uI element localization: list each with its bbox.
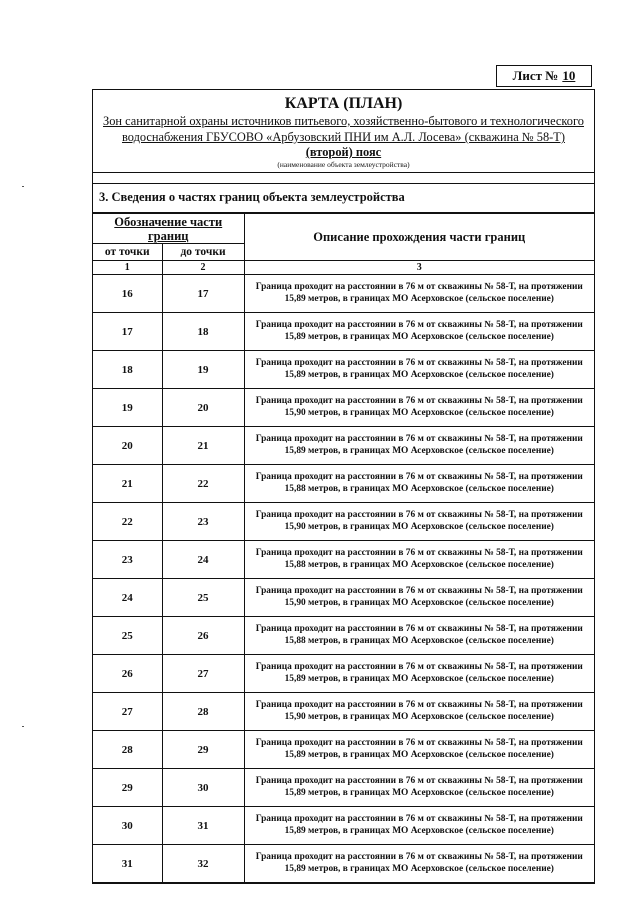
to-point-cell: 26 — [162, 617, 244, 655]
description-cell: Граница проходит на расстоянии в 76 м от скважины № 58-Т, на протяжении 15,90 метров, в границах МО Асерховское (сельское поселение) — [244, 503, 594, 541]
from-point-cell: 29 — [93, 769, 162, 807]
from-point-cell: 31 — [93, 845, 162, 883]
document-header — [93, 90, 594, 173]
from-point-cell: 22 — [93, 503, 162, 541]
from-point-cell: 23 — [93, 541, 162, 579]
table-row — [93, 541, 594, 579]
to-point-cell: 24 — [162, 541, 244, 579]
description-cell: Граница проходит на расстоянии в 76 м от скважины № 58-Т, на протяжении 15,90 метров, в границах МО Асерховское (сельское поселение) — [244, 579, 594, 617]
table-row — [93, 769, 594, 807]
table-row — [93, 389, 594, 427]
description-cell: Граница проходит на расстоянии в 76 м от скважины № 58-Т, на протяжении 15,89 метров, в границах МО Асерховское (сельское поселение) — [244, 731, 594, 769]
to-point-cell: 27 — [162, 655, 244, 693]
description-cell: Граница проходит на расстоянии в 76 м от скважины № 58-Т, на протяжении 15,90 метров, в границах МО Асерховское (сельское поселение) — [244, 693, 594, 731]
table-row — [93, 313, 594, 351]
from-point-cell: 16 — [93, 275, 162, 313]
description-cell: Граница проходит на расстоянии в 76 м от скважины № 58-Т, на протяжении 15,89 метров, в границах МО Асерховское (сельское поселение) — [244, 351, 594, 389]
table-row — [93, 617, 594, 655]
document-subtitle-line-2: водоснабжения ГБУСОВО «Арбузовский ПНИ им А.Л. Лосева» (скважина № 58-Т) — [122, 130, 565, 144]
to-point-cell: 29 — [162, 731, 244, 769]
table-row — [93, 275, 594, 313]
description-cell: Граница проходит на расстоянии в 76 м от скважины № 58-Т, на протяжении 15,89 метров, в границах МО Асерховское (сельское поселение) — [244, 845, 594, 883]
description-cell: Граница проходит на расстоянии в 76 м от скважины № 58-Т, на протяжении 15,89 метров, в границах МО Асерховское (сельское поселение) — [244, 807, 594, 845]
from-point-cell: 21 — [93, 465, 162, 503]
to-point-cell: 30 — [162, 769, 244, 807]
zone-label: (второй) пояс — [305, 145, 382, 159]
description-header: Описание прохождения части границ — [244, 214, 594, 261]
from-point-cell: 17 — [93, 313, 162, 351]
boundary-table — [93, 213, 594, 883]
description-cell: Граница проходит на расстоянии в 76 м от скважины № 58-Т, на протяжении 15,89 метров, в границах МО Асерховское (сельское поселение) — [244, 655, 594, 693]
from-point-cell: 19 — [93, 389, 162, 427]
table-row — [93, 807, 594, 845]
description-cell: Граница проходит на расстоянии в 76 м от скважины № 58-Т, на протяжении 15,89 метров, в границах МО Асерховское (сельское поселение) — [244, 427, 594, 465]
to-point-header: до точки — [162, 244, 244, 261]
boundary-designation-header: Обозначение части границ — [93, 214, 244, 244]
table-row — [93, 579, 594, 617]
description-cell: Граница проходит на расстоянии в 76 м от скважины № 58-Т, на протяжении 15,89 метров, в границах МО Асерховское (сельское поселение) — [244, 313, 594, 351]
object-caption: (наименование объекта землеустройства) — [277, 160, 410, 169]
section-title: 3. Сведения о частях границ объекта землеустройства — [93, 184, 594, 213]
table-row — [93, 845, 594, 883]
from-point-cell: 18 — [93, 351, 162, 389]
document-title: КАРТА (ПЛАН) — [284, 95, 403, 112]
header-spacer — [93, 173, 594, 184]
from-point-cell: 24 — [93, 579, 162, 617]
to-point-cell: 28 — [162, 693, 244, 731]
document-subtitle-line-1: Зон санитарной охраны источников питьевого, хозяйственно-бытового и технологического — [103, 114, 584, 128]
sheet-label: Лист № — [512, 68, 559, 83]
to-point-cell: 21 — [162, 427, 244, 465]
to-point-cell: 31 — [162, 807, 244, 845]
table-row — [93, 427, 594, 465]
sheet-number-box — [496, 65, 592, 87]
from-point-cell: 28 — [93, 731, 162, 769]
from-point-cell: 20 — [93, 427, 162, 465]
description-cell: Граница проходит на расстоянии в 76 м от скважины № 58-Т, на протяжении 15,88 метров, в границах МО Асерховское (сельское поселение) — [244, 541, 594, 579]
from-point-cell: 26 — [93, 655, 162, 693]
to-point-cell: 22 — [162, 465, 244, 503]
to-point-cell: 20 — [162, 389, 244, 427]
column-number: 2 — [162, 261, 244, 275]
description-cell: Граница проходит на расстоянии в 76 м от скважины № 58-Т, на протяжении 15,89 метров, в границах МО Асерховское (сельское поселение) — [244, 769, 594, 807]
table-row — [93, 655, 594, 693]
table-row — [93, 351, 594, 389]
to-point-cell: 32 — [162, 845, 244, 883]
description-cell: Граница проходит на расстоянии в 76 м от скважины № 58-Т, на протяжении 15,88 метров, в границах МО Асерховское (сельское поселение) — [244, 465, 594, 503]
sheet-number: 10 — [562, 68, 576, 83]
from-point-cell: 27 — [93, 693, 162, 731]
table-row — [93, 503, 594, 541]
document-frame — [92, 89, 595, 884]
to-point-cell: 25 — [162, 579, 244, 617]
column-number: 3 — [244, 261, 594, 275]
table-row — [93, 465, 594, 503]
column-number: 1 — [93, 261, 162, 275]
description-cell: Граница проходит на расстоянии в 76 м от скважины № 58-Т, на протяжении 15,88 метров, в границах МО Асерховское (сельское поселение) — [244, 617, 594, 655]
to-point-cell: 18 — [162, 313, 244, 351]
to-point-cell: 19 — [162, 351, 244, 389]
table-row — [93, 731, 594, 769]
table-row — [93, 693, 594, 731]
scan-mark — [22, 726, 24, 727]
to-point-cell: 23 — [162, 503, 244, 541]
from-point-header: от точки — [93, 244, 162, 261]
description-cell: Граница проходит на расстоянии в 76 м от скважины № 58-Т, на протяжении 15,90 метров, в границах МО Асерховское (сельское поселение) — [244, 389, 594, 427]
scan-mark — [22, 186, 24, 187]
from-point-cell: 30 — [93, 807, 162, 845]
from-point-cell: 25 — [93, 617, 162, 655]
to-point-cell: 17 — [162, 275, 244, 313]
description-cell: Граница проходит на расстоянии в 76 м от скважины № 58-Т, на протяжении 15,89 метров, в границах МО Асерховское (сельское поселение) — [244, 275, 594, 313]
